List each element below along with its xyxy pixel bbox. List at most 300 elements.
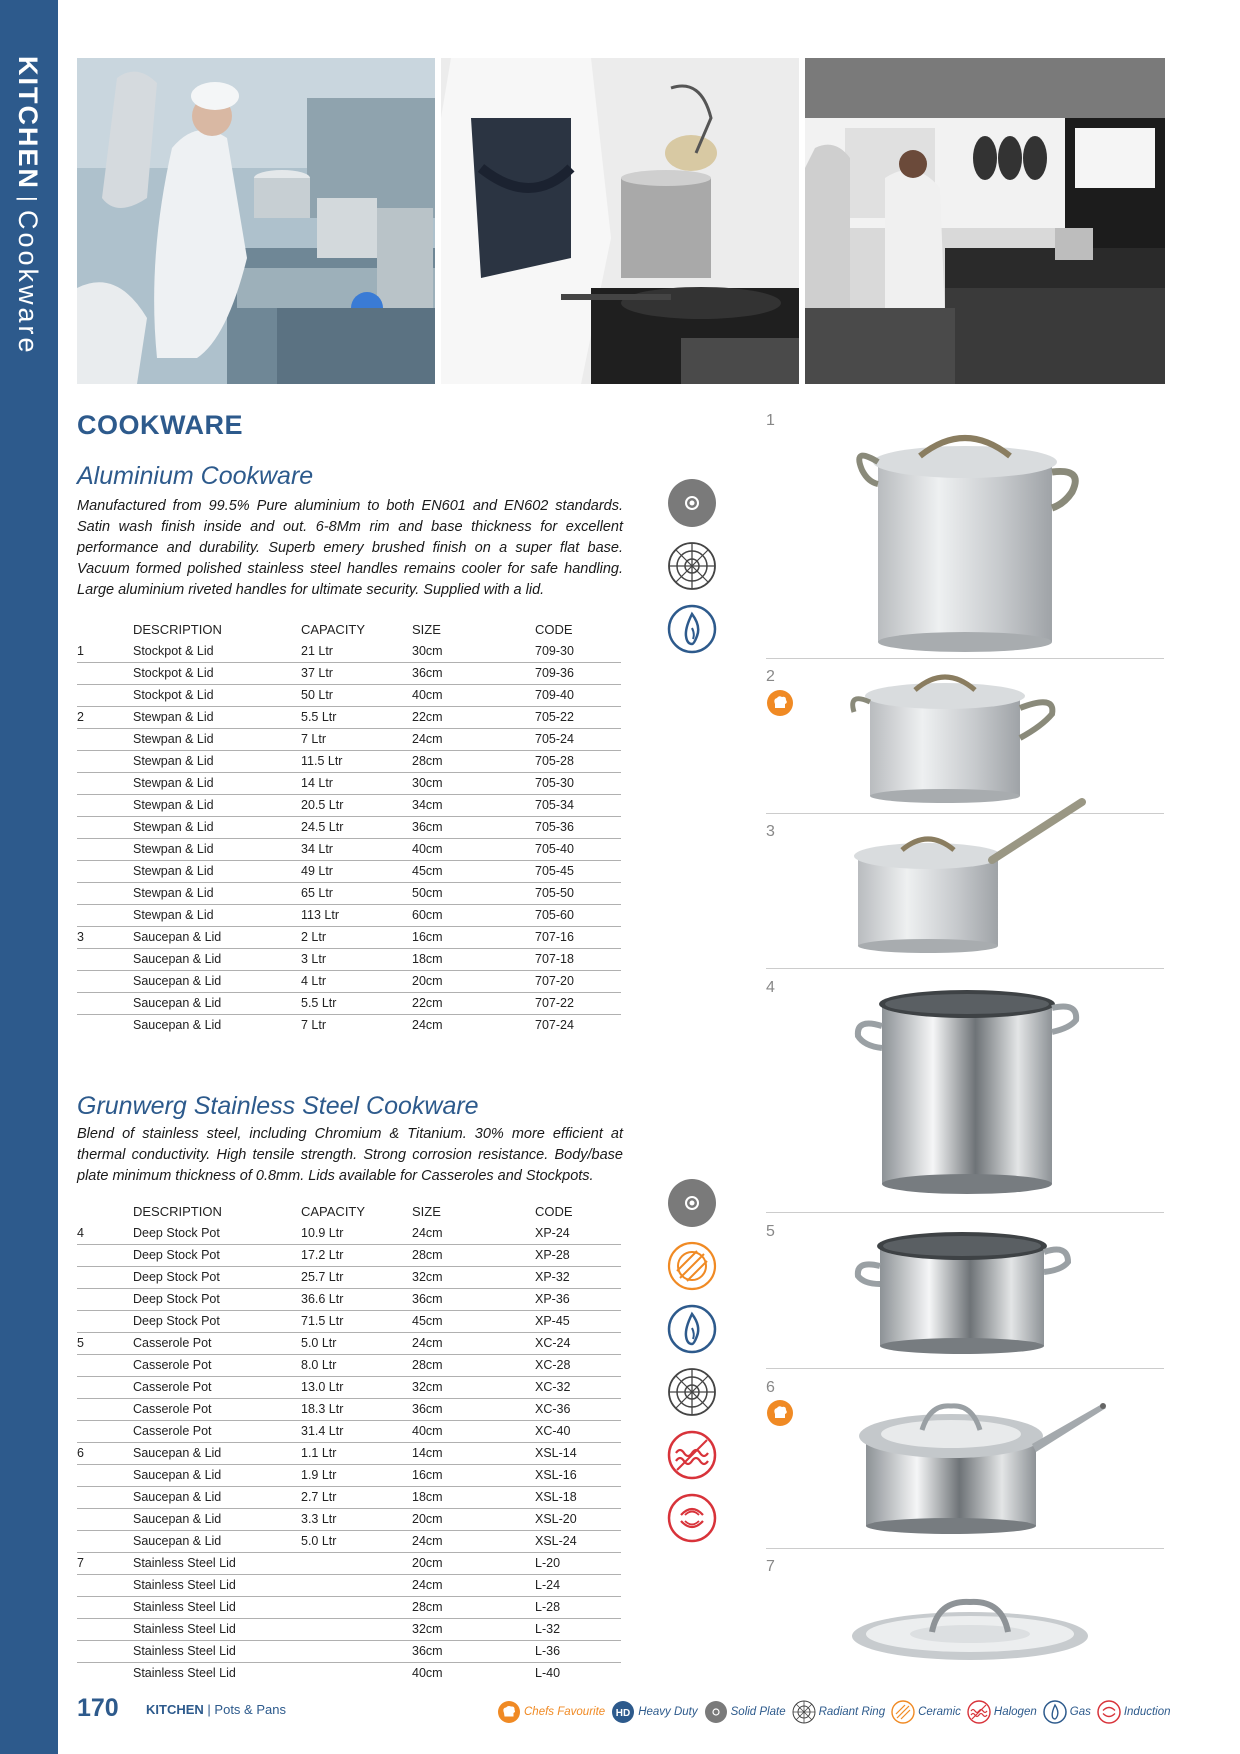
table-row (77, 662, 621, 684)
cell-description: Casserole Pot (133, 1332, 301, 1354)
cell-description: Casserole Pot (133, 1376, 301, 1398)
table-row (77, 904, 621, 926)
cell-code: XP-45 (535, 1310, 621, 1332)
cell-item-number (77, 1618, 133, 1640)
cell-item-number (77, 1376, 133, 1398)
cell-code: XP-28 (535, 1244, 621, 1266)
legend-label: Halogen (993, 1706, 1037, 1718)
cell-code: 705-30 (535, 772, 621, 794)
cell-capacity: 5.5 Ltr (301, 992, 412, 1014)
table-row (77, 816, 621, 838)
cell-capacity: 37 Ltr (301, 662, 412, 684)
table-header-row (77, 618, 621, 640)
legend-label: Ceramic (918, 1706, 961, 1718)
column-header-capacity: CAPACITY (301, 1203, 366, 1219)
cell-size: 34cm (412, 794, 535, 816)
cell-item-number: 1 (77, 640, 133, 662)
cell-code: XC-36 (535, 1398, 621, 1420)
legend-label: Gas (1069, 1706, 1091, 1718)
cell-description: Deep Stock Pot (133, 1244, 301, 1266)
table-row (77, 1640, 621, 1662)
cell-code: 707-20 (535, 970, 621, 992)
table-row (77, 1332, 621, 1354)
cell-size: 22cm (412, 706, 535, 728)
cell-capacity (301, 1640, 412, 1662)
cell-code: L-40 (535, 1666, 561, 1681)
cell-item-number (77, 904, 133, 926)
deep-stock-pot-image (820, 988, 1120, 1198)
cell-code: XC-28 (535, 1354, 621, 1376)
cell-code: 705-40 (535, 838, 621, 860)
legend-label: Chefs Favourite (524, 1706, 606, 1718)
cell-item-number (77, 750, 133, 772)
cell-item-number (77, 1662, 133, 1684)
column-header-code: CODE (535, 1203, 573, 1219)
cell-size: 36cm (412, 1640, 535, 1662)
product-divider (766, 1548, 1164, 1549)
cell-capacity (301, 1662, 412, 1684)
cell-size: 28cm (412, 1596, 535, 1618)
table-row (77, 1376, 621, 1398)
product-number-2: 2 (766, 668, 775, 685)
table-row (77, 948, 621, 970)
grunwerg-description: Blend of stainless steel, including Chromium & Titanium. 30% more efficient at thermal conductivity. High tensile strength. Strong corrosion resistance. Body/base plate minimum thickness of 0.8mm. Lids available for Casseroles and Stockpots. (77, 1126, 623, 1184)
chefs-favourite-icon (497, 1700, 521, 1724)
cell-size: 50cm (412, 882, 535, 904)
column-header-description: DESCRIPTION (133, 1203, 222, 1219)
ceramic-icon (891, 1700, 915, 1724)
legend-label: Radiant Ring (818, 1706, 886, 1718)
cell-description: Stewpan & Lid (133, 728, 301, 750)
table-row (77, 1354, 621, 1376)
cell-code: L-36 (535, 1640, 621, 1662)
table-row (77, 1552, 621, 1574)
cell-capacity: 18.3 Ltr (301, 1398, 412, 1420)
cell-item-number (77, 1640, 133, 1662)
cell-code: XSL-16 (535, 1464, 621, 1486)
cell-description: Stainless Steel Lid (133, 1640, 301, 1662)
table-row (77, 1310, 621, 1332)
cell-item-number (77, 992, 133, 1014)
cell-code: 709-30 (535, 640, 621, 662)
table-row (77, 1508, 621, 1530)
cell-description: Saucepan & Lid (133, 1530, 301, 1552)
cell-size: 28cm (412, 1354, 535, 1376)
legend-label: Solid Plate (730, 1706, 786, 1718)
cell-size: 24cm (412, 1332, 535, 1354)
table-row (77, 684, 621, 706)
cell-capacity: 71.5 Ltr (301, 1310, 412, 1332)
cell-description: Stewpan & Lid (133, 706, 301, 728)
cell-capacity (301, 1552, 412, 1574)
chefs-favourite-icon (767, 1400, 793, 1426)
cell-capacity: 25.7 Ltr (301, 1266, 412, 1288)
table-row (77, 1222, 621, 1244)
cell-capacity: 21 Ltr (301, 640, 412, 662)
cell-size: 36cm (412, 1398, 535, 1420)
cell-capacity: 1.9 Ltr (301, 1464, 412, 1486)
legend-induction (1097, 1700, 1171, 1724)
cell-size: 14cm (412, 1442, 535, 1464)
legend-gas (1043, 1700, 1091, 1724)
legend-ceramic (891, 1700, 961, 1724)
cell-description: Stainless Steel Lid (133, 1596, 301, 1618)
column-header-number (77, 618, 133, 640)
table-row (77, 1014, 621, 1036)
cell-description: Deep Stock Pot (133, 1288, 301, 1310)
cell-code: XSL-24 (535, 1530, 621, 1552)
sidebar-separator: | (16, 196, 41, 204)
table-row (77, 1266, 621, 1288)
saucepan-image (820, 798, 1120, 956)
cell-item-number (77, 1486, 133, 1508)
cell-size: 24cm (412, 1574, 535, 1596)
cell-description: Stewpan & Lid (133, 860, 301, 882)
product-number-5: 5 (766, 1223, 775, 1240)
cell-item-number: 7 (77, 1552, 133, 1574)
stainless-saucepan-image (820, 1378, 1120, 1538)
cell-item-number (77, 728, 133, 750)
cell-size: 40cm (412, 838, 535, 860)
cell-code: 709-36 (535, 662, 621, 684)
cell-size: 32cm (412, 1376, 535, 1398)
cell-capacity: 36.6 Ltr (301, 1288, 412, 1310)
cell-capacity: 17.2 Ltr (301, 1244, 412, 1266)
cell-code: L-20 (535, 1552, 621, 1574)
cell-description: Saucepan & Lid (133, 948, 301, 970)
product-divider (766, 1368, 1164, 1369)
cell-item-number: 6 (77, 1442, 133, 1464)
cell-description: Saucepan & Lid (133, 1464, 301, 1486)
table-row (77, 1244, 621, 1266)
aluminium-table-body (77, 640, 621, 1036)
gas-icon (1043, 1700, 1067, 1724)
product-divider (766, 1212, 1164, 1213)
cell-description: Stewpan & Lid (133, 904, 301, 926)
cell-item-number (77, 1310, 133, 1332)
cell-capacity: 7 Ltr (301, 728, 412, 750)
cell-capacity: 34 Ltr (301, 838, 412, 860)
aluminium-description: Manufactured from 99.5% Pure aluminium to both EN601 and EN602 standards. Satin wash finish inside and out. 6-8Mm rim and base thickness for excellent performance and durability. Superb emery brushed finish on a super flat base. Vacuum formed polished stainless steel handles remains cooler for safe handling. Large aluminium riveted handles for ultimate security. Supplied with a lid. (77, 498, 623, 598)
cell-capacity: 5.0 Ltr (301, 1332, 412, 1354)
grunwerg-table-body (77, 1222, 621, 1684)
aluminium-spec-table (77, 618, 621, 1036)
cell-code: 709-40 (535, 684, 621, 706)
sidebar-category: Cookware (13, 209, 43, 356)
cell-item-number (77, 1464, 133, 1486)
cell-description: Stainless Steel Lid (133, 1666, 236, 1681)
product-number-6: 6 (766, 1379, 775, 1396)
cell-size: 60cm (412, 904, 535, 926)
stewpan-image (820, 668, 1120, 804)
stainless-lid-image (820, 1588, 1120, 1668)
cell-capacity: 8.0 Ltr (301, 1354, 412, 1376)
cell-code: 705-36 (535, 816, 621, 838)
cell-item-number: 4 (77, 1222, 133, 1244)
cell-description: Stainless Steel Lid (133, 1574, 301, 1596)
table-row (77, 1530, 621, 1552)
cell-description: Stewpan & Lid (133, 750, 301, 772)
cell-size: 32cm (412, 1618, 535, 1640)
table-row (77, 794, 621, 816)
table-row (77, 1618, 621, 1640)
cell-item-number (77, 1596, 133, 1618)
cell-description: Stewpan & Lid (133, 772, 301, 794)
cell-description: Stewpan & Lid (133, 882, 301, 904)
sidebar-section: KITCHEN (13, 56, 43, 190)
cell-item-number (77, 1530, 133, 1552)
halogen-icon (667, 1430, 717, 1480)
table-row (77, 1662, 621, 1684)
table-row (77, 1442, 621, 1464)
heavy-duty-icon (611, 1700, 635, 1724)
cell-description: Saucepan & Lid (133, 1018, 222, 1033)
table-header-row (77, 1200, 621, 1222)
solid-plate-icon (667, 1178, 717, 1228)
cell-code: XP-32 (535, 1266, 621, 1288)
cell-item-number (77, 882, 133, 904)
table-row (77, 926, 621, 948)
cell-capacity: 50 Ltr (301, 684, 412, 706)
cell-size: 16cm (412, 926, 535, 948)
cell-description: Stewpan & Lid (133, 816, 301, 838)
grunwerg-section-title: Grunwerg Stainless Steel Cookware (77, 1092, 479, 1120)
cell-capacity: 65 Ltr (301, 882, 412, 904)
footer-section: KITCHEN (146, 1702, 204, 1717)
table-row (77, 860, 621, 882)
cell-item-number (77, 1354, 133, 1376)
cell-code: 707-18 (535, 948, 621, 970)
cell-capacity: 2 Ltr (301, 926, 412, 948)
cell-description: Stewpan & Lid (133, 838, 301, 860)
page-title: COOKWARE (77, 410, 243, 440)
column-header-number (77, 1200, 133, 1222)
cell-size: 45cm (412, 860, 535, 882)
cell-item-number (77, 1574, 133, 1596)
heavy-duty-abbr: HD (615, 1708, 631, 1719)
product-number-4: 4 (766, 979, 775, 996)
product-divider (766, 658, 1164, 659)
table-row (77, 640, 621, 662)
table-row (77, 1574, 621, 1596)
cell-item-number (77, 838, 133, 860)
cell-size: 40cm (412, 684, 535, 706)
cell-size: 30cm (412, 640, 535, 662)
table-row (77, 706, 621, 728)
cell-item-number (77, 948, 133, 970)
cell-code: 705-45 (535, 860, 621, 882)
cell-capacity: 1.1 Ltr (301, 1442, 412, 1464)
cell-item-number (77, 1014, 133, 1036)
cell-size: 24cm (412, 1018, 443, 1033)
legend-heavy-duty (611, 1700, 697, 1724)
product-number-1: 1 (766, 412, 775, 429)
cell-size: 20cm (412, 1508, 535, 1530)
page-number: 170 (77, 1694, 119, 1722)
gas-icon (667, 604, 717, 654)
cell-capacity: 5.0 Ltr (301, 1530, 412, 1552)
table-row (77, 1288, 621, 1310)
solid-plate-icon (667, 478, 717, 528)
cell-capacity: 7 Ltr (301, 1018, 327, 1033)
cell-capacity (301, 1596, 412, 1618)
cell-size: 32cm (412, 1266, 535, 1288)
legend-solid-plate (704, 1700, 786, 1724)
column-header-capacity: CAPACITY (301, 621, 366, 637)
cell-item-number: 2 (77, 706, 133, 728)
cell-size: 18cm (412, 1486, 535, 1508)
sidebar-title (4, 56, 52, 376)
cell-capacity: 13.0 Ltr (301, 1376, 412, 1398)
cell-capacity: 3 Ltr (301, 948, 412, 970)
cell-item-number (77, 662, 133, 684)
halogen-icon (967, 1700, 991, 1724)
cell-code: 707-24 (535, 1018, 574, 1033)
cell-description: Saucepan & Lid (133, 1508, 301, 1530)
cell-description: Deep Stock Pot (133, 1310, 301, 1332)
cell-item-number (77, 1244, 133, 1266)
column-header-description: DESCRIPTION (133, 621, 222, 637)
cell-item-number: 5 (77, 1332, 133, 1354)
cell-description: Saucepan & Lid (133, 970, 301, 992)
icon-legend (497, 1699, 1177, 1725)
table-row (77, 1596, 621, 1618)
cell-item-number (77, 860, 133, 882)
cell-size: 40cm (412, 1420, 535, 1442)
cell-item-number (77, 794, 133, 816)
table-row (77, 750, 621, 772)
cell-description: Saucepan & Lid (133, 1486, 301, 1508)
table-row (77, 728, 621, 750)
product-divider (766, 968, 1164, 969)
cell-capacity: 49 Ltr (301, 860, 412, 882)
cell-description: Stockpot & Lid (133, 640, 301, 662)
cell-code: XSL-14 (535, 1442, 621, 1464)
cell-description: Stainless Steel Lid (133, 1618, 301, 1640)
gas-icon (667, 1304, 717, 1354)
cell-code: XC-40 (535, 1420, 621, 1442)
cell-size: 20cm (412, 970, 535, 992)
cell-code: 705-34 (535, 794, 621, 816)
cell-code: L-24 (535, 1574, 621, 1596)
cell-description: Casserole Pot (133, 1398, 301, 1420)
legend-radiant-ring (792, 1700, 885, 1724)
cell-size: 28cm (412, 1244, 535, 1266)
cell-description: Saucepan & Lid (133, 926, 301, 948)
cell-code: 705-28 (535, 750, 621, 772)
cell-item-number (77, 1420, 133, 1442)
radiant-ring-icon (792, 1700, 816, 1724)
cell-code: 705-50 (535, 882, 621, 904)
cell-item-number: 3 (77, 926, 133, 948)
casserole-pot-image (820, 1222, 1120, 1356)
chefs-favourite-icon (767, 690, 793, 716)
sidebar (0, 0, 58, 1754)
cell-description: Saucepan & Lid (133, 1442, 301, 1464)
table-row (77, 1486, 621, 1508)
cell-description: Casserole Pot (133, 1420, 301, 1442)
cell-size: 30cm (412, 772, 535, 794)
cell-size: 20cm (412, 1552, 535, 1574)
chef-at-range-photo (77, 58, 435, 384)
chef-straining-stockpot-photo (441, 58, 799, 384)
solid-plate-icon (704, 1700, 728, 1724)
cell-capacity (301, 1618, 412, 1640)
cell-size: 22cm (412, 992, 535, 1014)
table-row (77, 882, 621, 904)
cell-size: 40cm (412, 1666, 443, 1681)
cell-capacity: 11.5 Ltr (301, 750, 412, 772)
product-number-7: 7 (766, 1558, 775, 1575)
table-row (77, 970, 621, 992)
induction-icon (1097, 1700, 1121, 1724)
grunwerg-spec-table (77, 1200, 621, 1684)
table-row (77, 772, 621, 794)
cell-description: Deep Stock Pot (133, 1266, 301, 1288)
cell-size: 24cm (412, 1222, 535, 1244)
legend-halogen (967, 1700, 1037, 1724)
product-number-3: 3 (766, 823, 775, 840)
cell-capacity: 5.5 Ltr (301, 706, 412, 728)
cell-description: Stainless Steel Lid (133, 1552, 301, 1574)
table-row (77, 1398, 621, 1420)
cell-capacity: 3.3 Ltr (301, 1508, 412, 1530)
cell-description: Saucepan & Lid (133, 992, 301, 1014)
table-row (77, 1464, 621, 1486)
cell-size: 36cm (412, 1288, 535, 1310)
radiant-ring-icon (667, 541, 717, 591)
cell-code: L-32 (535, 1618, 621, 1640)
chefs-at-stove-photo (805, 58, 1165, 384)
cell-size: 36cm (412, 662, 535, 684)
table-row (77, 992, 621, 1014)
cell-description: Stockpot & Lid (133, 684, 301, 706)
cell-code: XSL-18 (535, 1486, 621, 1508)
cell-size: 18cm (412, 948, 535, 970)
cell-capacity (301, 1574, 412, 1596)
cell-code: 705-60 (535, 904, 621, 926)
cell-code: 705-24 (535, 728, 621, 750)
cell-item-number (77, 1266, 133, 1288)
cell-size: 16cm (412, 1464, 535, 1486)
cell-capacity: 2.7 Ltr (301, 1486, 412, 1508)
cell-capacity: 24.5 Ltr (301, 816, 412, 838)
legend-chefs-favourite (497, 1700, 605, 1724)
table-row (77, 838, 621, 860)
cell-item-number (77, 684, 133, 706)
cell-item-number (77, 816, 133, 838)
cell-size: 45cm (412, 1310, 535, 1332)
cell-capacity: 10.9 Ltr (301, 1222, 412, 1244)
cell-size: 24cm (412, 728, 535, 750)
radiant-ring-icon (667, 1367, 717, 1417)
cell-item-number (77, 1398, 133, 1420)
cell-capacity: 20.5 Ltr (301, 794, 412, 816)
column-header-size: SIZE (412, 621, 441, 637)
ceramic-icon (667, 1241, 717, 1291)
footer-section-label (146, 1702, 286, 1717)
cell-item-number (77, 772, 133, 794)
cell-code: 705-22 (535, 706, 621, 728)
cell-item-number (77, 970, 133, 992)
cell-code: XP-24 (535, 1222, 621, 1244)
cell-size: 28cm (412, 750, 535, 772)
table-row (77, 1420, 621, 1442)
column-header-size: SIZE (412, 1203, 441, 1219)
footer-subsection: Pots & Pans (214, 1702, 286, 1717)
cell-description: Casserole Pot (133, 1354, 301, 1376)
cell-code: XC-24 (535, 1332, 621, 1354)
